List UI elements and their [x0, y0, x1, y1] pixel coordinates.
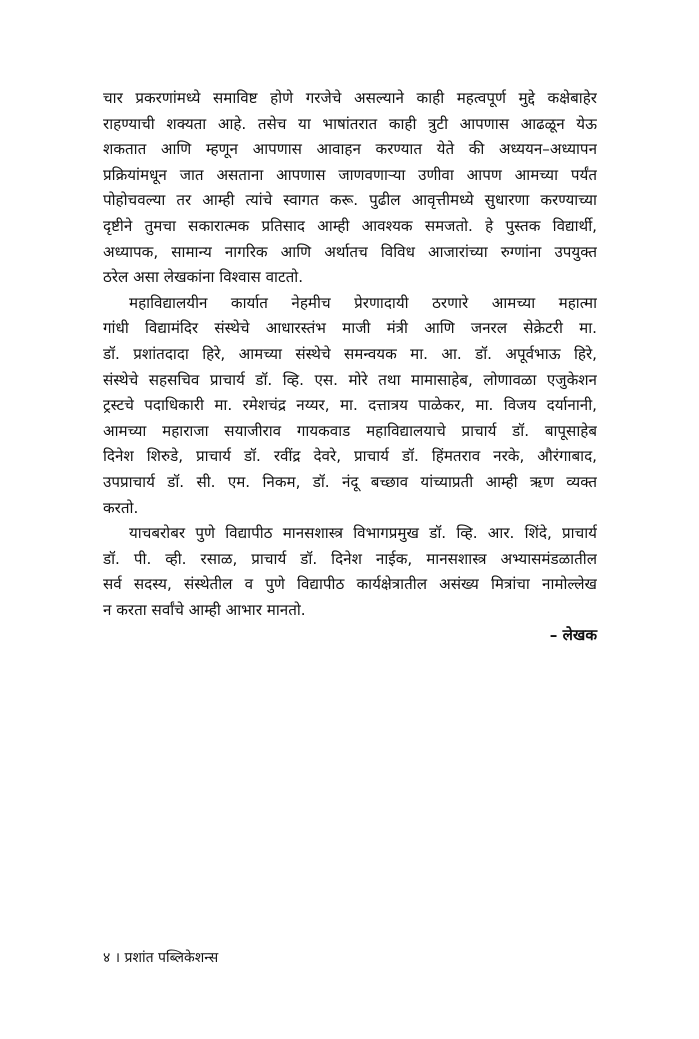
paragraph [103, 86, 597, 291]
paragraph [103, 521, 597, 623]
text-line: पोहोचवल्या तर आम्ही त्यांचे स्वागत करू. पुढील आवृत्तीमध्ये सुधारणा करण्याच्या [103, 191, 597, 210]
text-line: संस्थेचे सहसचिव प्राचार्य डॉ. व्हि. एस. मोरे तथा मामासाहेब, लोणावळा एजुकेशन [103, 370, 597, 389]
text-line: ठरेल असा लेखकांना विश्वास वाटतो. [103, 268, 304, 287]
text-line: उपप्राचार्य डॉ. सी. एम. निकम, डॉ. नंदू बच्छाव यांच्याप्रती आम्ही ऋण व्यक्त [103, 472, 597, 491]
author-signature: – लेखक [549, 626, 597, 645]
text-line: प्रक्रियांमधून जात असताना आपणास जाणवणाऱ्या उणीवा आपण आमच्या पर्यंत [103, 165, 597, 184]
paragraphs [103, 86, 597, 623]
text-line: दृष्टीने तुमचा सकारात्मक प्रतिसाद आम्ही आवश्यक समजतो. हे पुस्तक विद्यार्थी, [103, 216, 597, 235]
text-line: गांधी विद्यामंदिर संस्थेचे आधारस्तंभ माजी मंत्री आणि जनरल सेक्रेटरी मा. [103, 319, 597, 338]
text-line: सर्व सदस्य, संस्थेतील व पुणे विद्यापीठ कार्यक्षेत्रातील असंख्य मित्रांचा नामोल्लेख [103, 575, 597, 594]
text-line: न करता सर्वांचे आम्ही आभार मानतो. [103, 600, 306, 619]
body-text [103, 86, 597, 649]
text-line: दिनेश शिरुडे, प्राचार्य डॉ. रवींद्र देवरे, प्राचार्य डॉ. हिंमतराव नरके, औरंगाबाद, [103, 447, 597, 466]
text-line: राहण्याची शक्यता आहे. तसेच या भाषांतरात काही त्रुटी आपणास आढळून येऊ [103, 114, 597, 133]
text-line: करतो. [103, 498, 139, 517]
text-line: डॉ. प्रशांतदादा हिरे, आमच्या संस्थेचे समन्वयक मा. आ. डॉ. अपूर्वभाऊ हिरे, [103, 344, 597, 363]
text-line: महाविद्यालयीन कार्यात नेहमीच प्रेरणादायी ठरणारे आमच्या महात्मा [129, 293, 597, 312]
text-line: ट्रस्टचे पदाधिकारी मा. रमेशचंद्र नय्यर, मा. दत्तात्रय पाळेकर, मा. विजय दर्यानानी, [103, 396, 597, 415]
paragraph [103, 291, 597, 521]
page-footer: ४ । प्रशांत पब्लिकेशन्स [103, 950, 219, 966]
text-line: डॉ. पी. व्ही. रसाळ, प्राचार्य डॉ. दिनेश नाईक, मानसशास्त्र अभ्यासमंडळातील [103, 549, 597, 568]
text-line: शकतात आणि म्हणून आपणास आवाहन करण्यात येते की अध्ययन–अध्यापन [103, 140, 597, 159]
text-line: अध्यापक, सामान्य नागरिक आणि अर्थातच विविध आजारांच्या रुग्णांना उपयुक्त [103, 242, 597, 261]
text-line: याचबरोबर पुणे विद्यापीठ मानसशास्त्र विभागप्रमुख डॉ. व्हि. आर. शिंदे, प्राचार्य [129, 524, 597, 543]
text-line: चार प्रकरणांमध्ये समाविष्ट होणे गरजेचे असल्याने काही महत्वपूर्ण मुद्दे कक्षेबाहेर [103, 89, 597, 107]
text-line: आमच्या महाराजा सयाजीराव गायकवाड महाविद्यालयाचे प्राचार्य डॉ. बापूसाहेब [103, 421, 597, 440]
